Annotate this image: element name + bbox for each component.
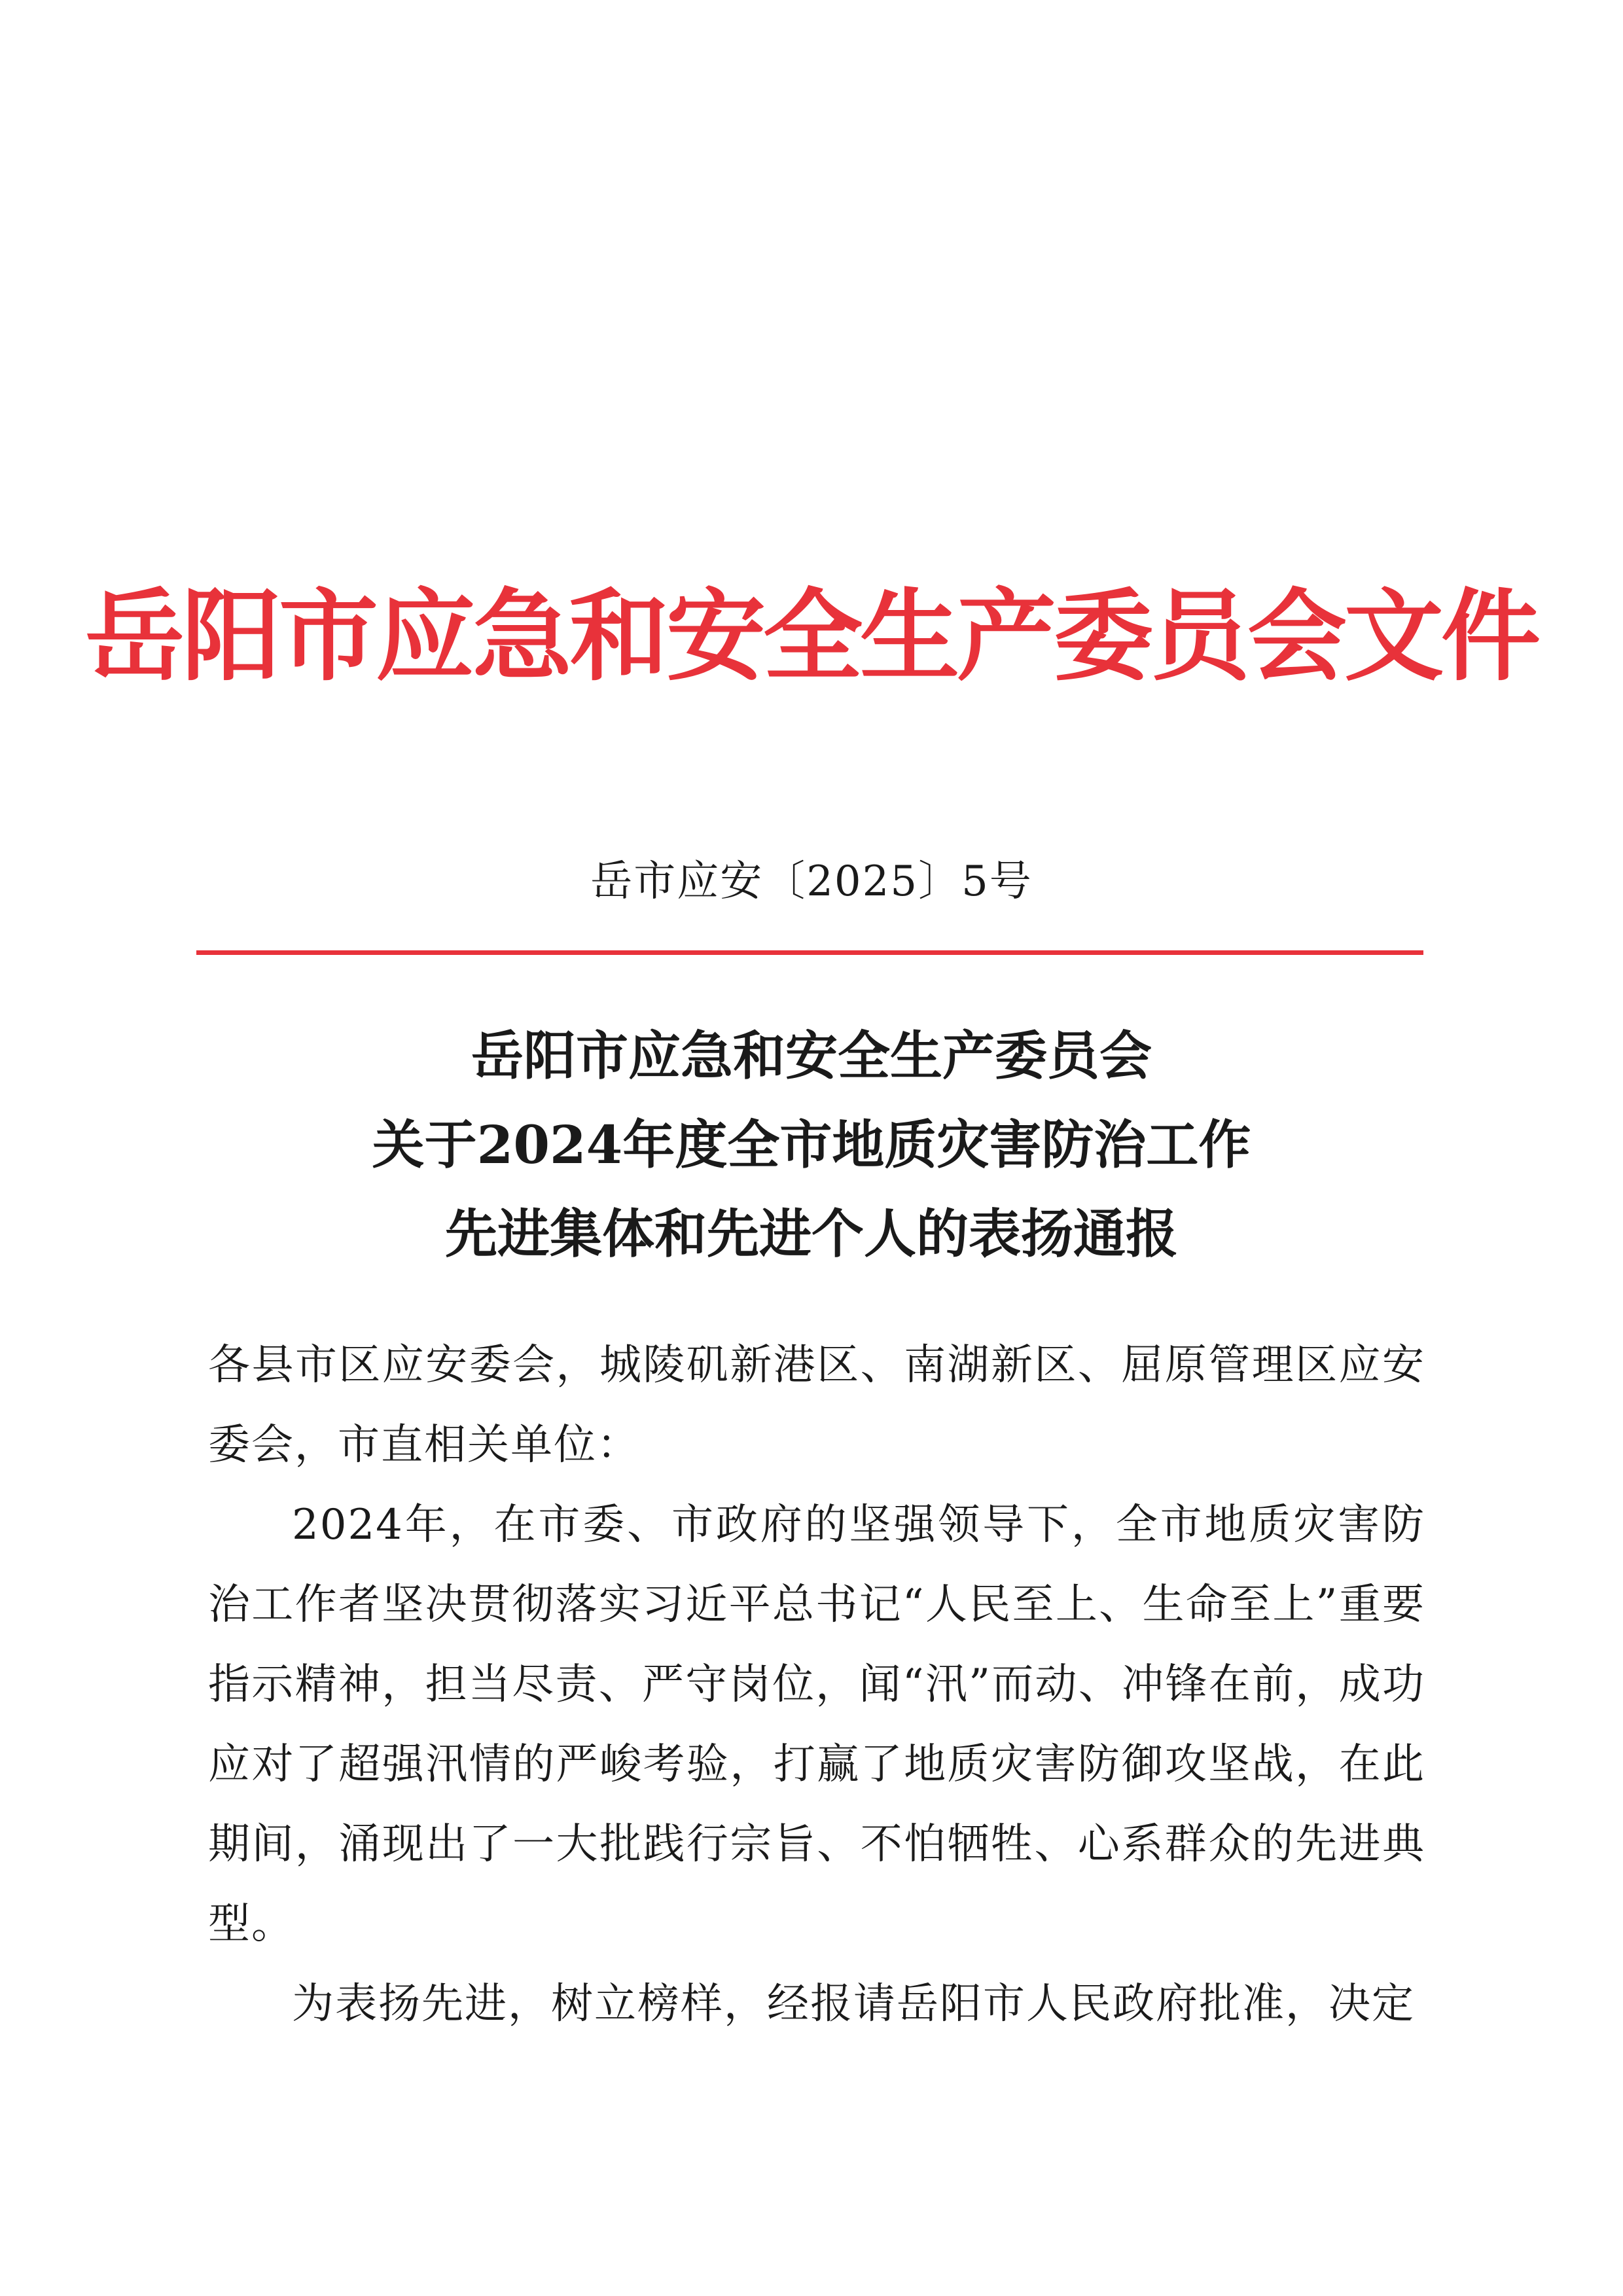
- document-number: 岳市应安〔2025〕5号: [590, 857, 1033, 906]
- red-divider-line: [196, 950, 1423, 955]
- title-line-3: 先进集体和先进个人的表扬通报: [445, 1203, 1178, 1265]
- addressee-line: 各县市区应安委会，城陵矶新港区、南湖新区、屈原管理区应安委会，市直相关单位：: [208, 1341, 1425, 1469]
- body-paragraph-2: 为表扬先进，树立榜样，经报请岳阳市人民政府批准，决定: [292, 1980, 1415, 2028]
- title-line-1: 岳阳市应急和安全生产委员会: [471, 1025, 1152, 1086]
- body-paragraph-1: 2024年，在市委、市政府的坚强领导下，全市地质灾害防治工作者坚决贯彻落实习近平总书记“人民至上、生命至上”重要指示精神，担当尽责、严守岗位，闻“汛”而动、冲锋在前，成功应对了超强汛情的严峻考验，打赢了地质灾害防御攻坚战，在此期间，涌现出了一大批践行宗旨、不怕牺牲、心系群众的先进典型。: [208, 1501, 1425, 1948]
- title-line-2: 关于2024年度全市地质灾害防治工作: [372, 1114, 1251, 1175]
- masthead-title: 岳阳市应急和安全生产委员会文件: [85, 579, 1538, 694]
- document-body: [208, 1325, 1425, 2044]
- document-title: [196, 1011, 1427, 1278]
